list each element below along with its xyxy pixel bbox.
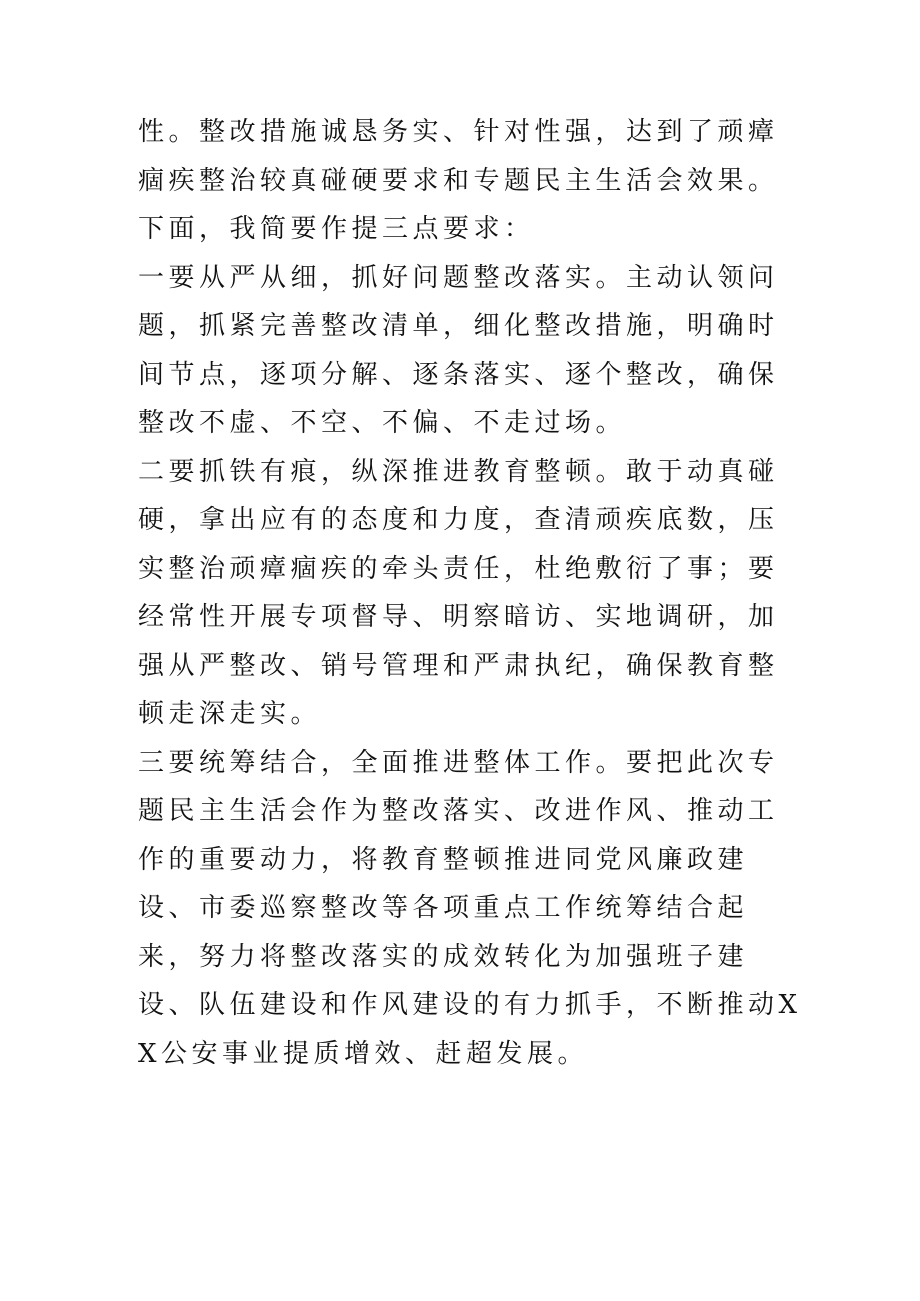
- paragraph-requirement-one: 一要从严从细，抓好问题整改落实。主动认领问题，抓紧完善整改清单，细化整改措施，明确时间节点，逐项分解、逐条落实、逐个整改，确保整改不虚、不空、不偏、不走过场。: [138, 262, 779, 438]
- document-body: [138, 108, 808, 1078]
- paragraph-closing-assessment: 性。整改措施诚恳务实、针对性强，达到了顽瘴痼疾整治较真碰硬要求和专题民主生活会效果。: [138, 117, 779, 196]
- paragraph-requirements-intro: 下面，我简要作提三点要求：: [138, 214, 535, 244]
- paragraph-requirement-three: 三要统筹结合，全面推进整体工作。要把此次专题民主生活会作为整改落实、改进作风、推动工作的重要动力，将教育整顿推进同党风廉政建设、市委巡察整改等各项重点工作统筹结合起来，努力将整改落实的成效转化为加强班子建设、队伍建设和作风建设的有力抓手，不断推动XX公安事业提质增效、赶超发展。: [138, 747, 802, 1069]
- paragraph-requirement-two: 二要抓铁有痕，纵深推进教育整顿。敢于动真碰硬，拿出应有的态度和力度，查清顽疾底数，压实整治顽瘴痼疾的牵头责任，杜绝敷衍了事；要经常性开展专项督导、明察暗访、实地调研，加强从严整改、销号管理和严肃执纪，确保教育整顿走深走实。: [138, 456, 779, 729]
